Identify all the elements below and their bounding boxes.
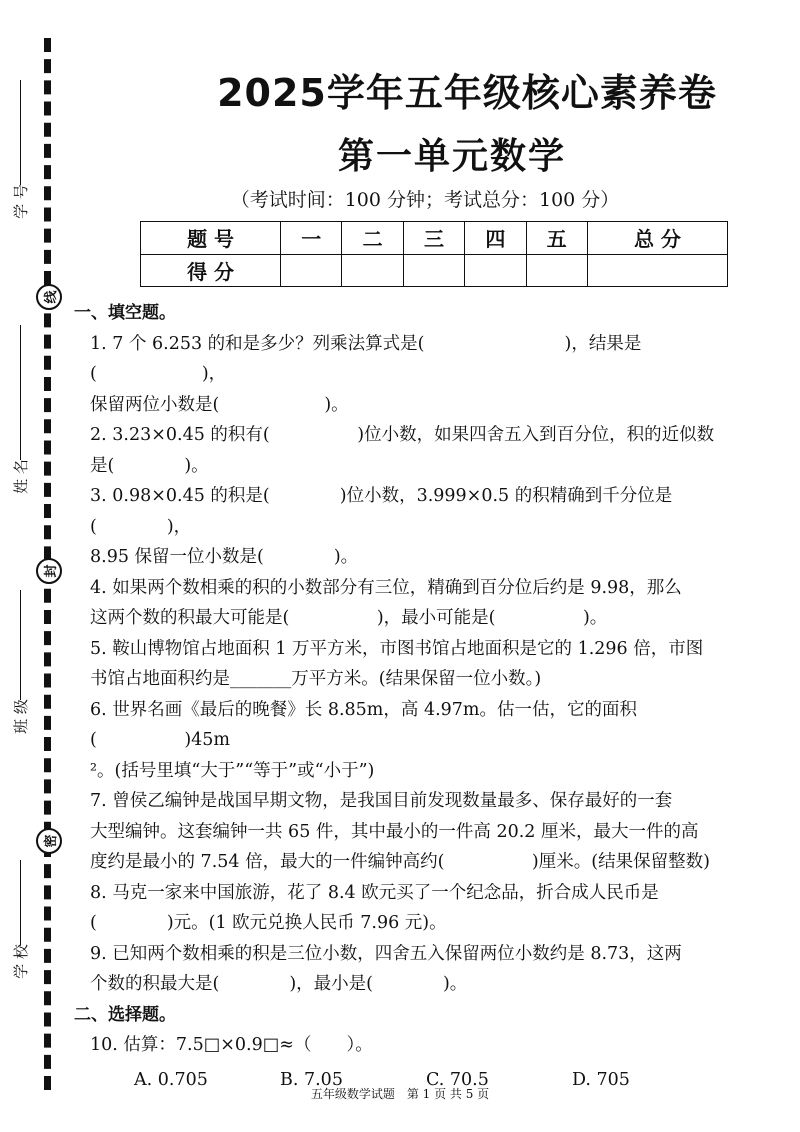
- question-line: 大型编钟。这套编钟一共 65 件，其中最小的一件高 20.2 厘米，最大一件的高: [90, 821, 699, 842]
- score-input-cell[interactable]: [526, 254, 587, 287]
- option-b: B. 7.05: [280, 1069, 343, 1090]
- score-cell: 二: [342, 222, 403, 255]
- name-field: [8, 325, 32, 493]
- score-cell: 一: [281, 222, 342, 255]
- question-line: 7. 曾侯乙编钟是战国早期文物，是我国目前发现数量最多、保存最好的一套: [90, 791, 673, 811]
- class-label: 班 级: [11, 699, 30, 734]
- question-line: 8. 马克一家来中国旅游，花了 8.4 欧元买了一个纪念品，折合成人民币是: [90, 882, 659, 903]
- student-id-label: 学 号: [11, 184, 30, 219]
- question-9: [90, 939, 764, 1000]
- section-heading-fill-blank: 一、填空题。: [74, 303, 176, 323]
- school-field: [8, 860, 32, 978]
- question-2: [90, 420, 764, 481]
- score-cell: 三: [403, 222, 464, 255]
- question-line: 1. 7 个 6.253 的和是多少？列乘法算式是( )，结果是( )，: [90, 333, 642, 384]
- score-cell: 题 号: [141, 222, 281, 255]
- question-8: [90, 878, 764, 939]
- class-field: [8, 590, 32, 733]
- question-line: 2. 3.23×0.45 的积有( )位小数，如果四舍五入到百分位，积的近似数: [90, 425, 715, 445]
- option-c: C. 70.5: [426, 1069, 489, 1090]
- score-input-cell[interactable]: [465, 254, 526, 287]
- seal-feng: 封: [36, 558, 62, 584]
- student-id-field: [8, 80, 32, 218]
- question-line: 度约是最小的 7.54 倍，最大的一件编钟高约( )厘米。(结果保留整数): [90, 852, 710, 872]
- question-line: 8.95 保留一位小数是( )。: [90, 547, 359, 567]
- score-table: [140, 221, 728, 287]
- question-line: 这两个数的积最大可能是( )，最小可能是( )。: [90, 608, 608, 628]
- question-line: 6. 世界名画《最后的晚餐》长 8.85m，高 4.97m。估一估，它的面积( )45m: [90, 699, 638, 750]
- question-line: 书馆占地面积约是_______万平方米。(结果保留一位小数。): [90, 669, 542, 689]
- option-d: D. 705: [572, 1069, 630, 1090]
- question-3: [90, 481, 764, 573]
- question-5: [90, 634, 764, 695]
- score-table-header-row: [141, 222, 728, 255]
- question-1: [90, 329, 764, 421]
- seal-xian: 线: [36, 284, 62, 310]
- score-table-score-row: [141, 254, 728, 287]
- exam-title: 2025学年五年级核心素养卷: [217, 71, 717, 115]
- exam-content: [74, 298, 764, 1095]
- seal-mi: 密: [36, 828, 62, 854]
- question-line: 9. 已知两个数相乘的积是三位小数，四舍五入保留两位小数约是 8.73，这两: [90, 943, 682, 964]
- question-6: [90, 695, 764, 787]
- score-input-cell[interactable]: [342, 254, 403, 287]
- question-line: ( )元。(1 欧元兑换人民币 7.96 元)。: [90, 913, 447, 933]
- score-cell: 五: [526, 222, 587, 255]
- question-line: 个数的积最大是( )，最小是( )。: [90, 974, 468, 994]
- question-line: ²。(括号里填“大于”“等于”或“小于”): [90, 760, 375, 781]
- question-10: [90, 1030, 764, 1061]
- question-line: 10. 估算：7.5□×0.9□≈（ ）。: [90, 1035, 373, 1055]
- question-line: 5. 鞍山博物馆占地面积 1 万平方米，市图书馆占地面积是它的 1.296 倍，市图: [90, 638, 704, 659]
- question-line: 4. 如果两个数相乘的积的小数部分有三位，精确到百分位后约是 9.98，那么: [90, 577, 682, 598]
- binding-margin: [0, 0, 70, 1132]
- score-input-cell[interactable]: [281, 254, 342, 287]
- score-cell: 四: [465, 222, 526, 255]
- exam-time-info: （考试时间：100 分钟；考试总分：100 分）: [230, 189, 620, 211]
- question-7: [90, 786, 764, 878]
- score-cell: 得 分: [141, 254, 281, 287]
- option-a: A. 0.705: [134, 1069, 208, 1090]
- question-line: 3. 0.98×0.45 的积是( )位小数，3.999×0.5 的积精确到千分位是( )，: [90, 486, 673, 537]
- section-heading-choice: 二、选择题。: [74, 1004, 176, 1025]
- page-footer: 五年级数学试题 第 1 页 共 5 页: [310, 1087, 490, 1101]
- score-cell: 总 分: [587, 222, 727, 255]
- school-label: 学 校: [11, 944, 30, 979]
- exam-subtitle-unit: 第一单元数学: [337, 136, 566, 177]
- name-label: 姓 名: [11, 459, 30, 494]
- question-4: [90, 573, 764, 634]
- question-line: 是( )。: [90, 455, 209, 476]
- question-line: 保留两位小数是( )。: [90, 394, 349, 415]
- score-input-cell[interactable]: [403, 254, 464, 287]
- score-input-cell[interactable]: [587, 254, 727, 287]
